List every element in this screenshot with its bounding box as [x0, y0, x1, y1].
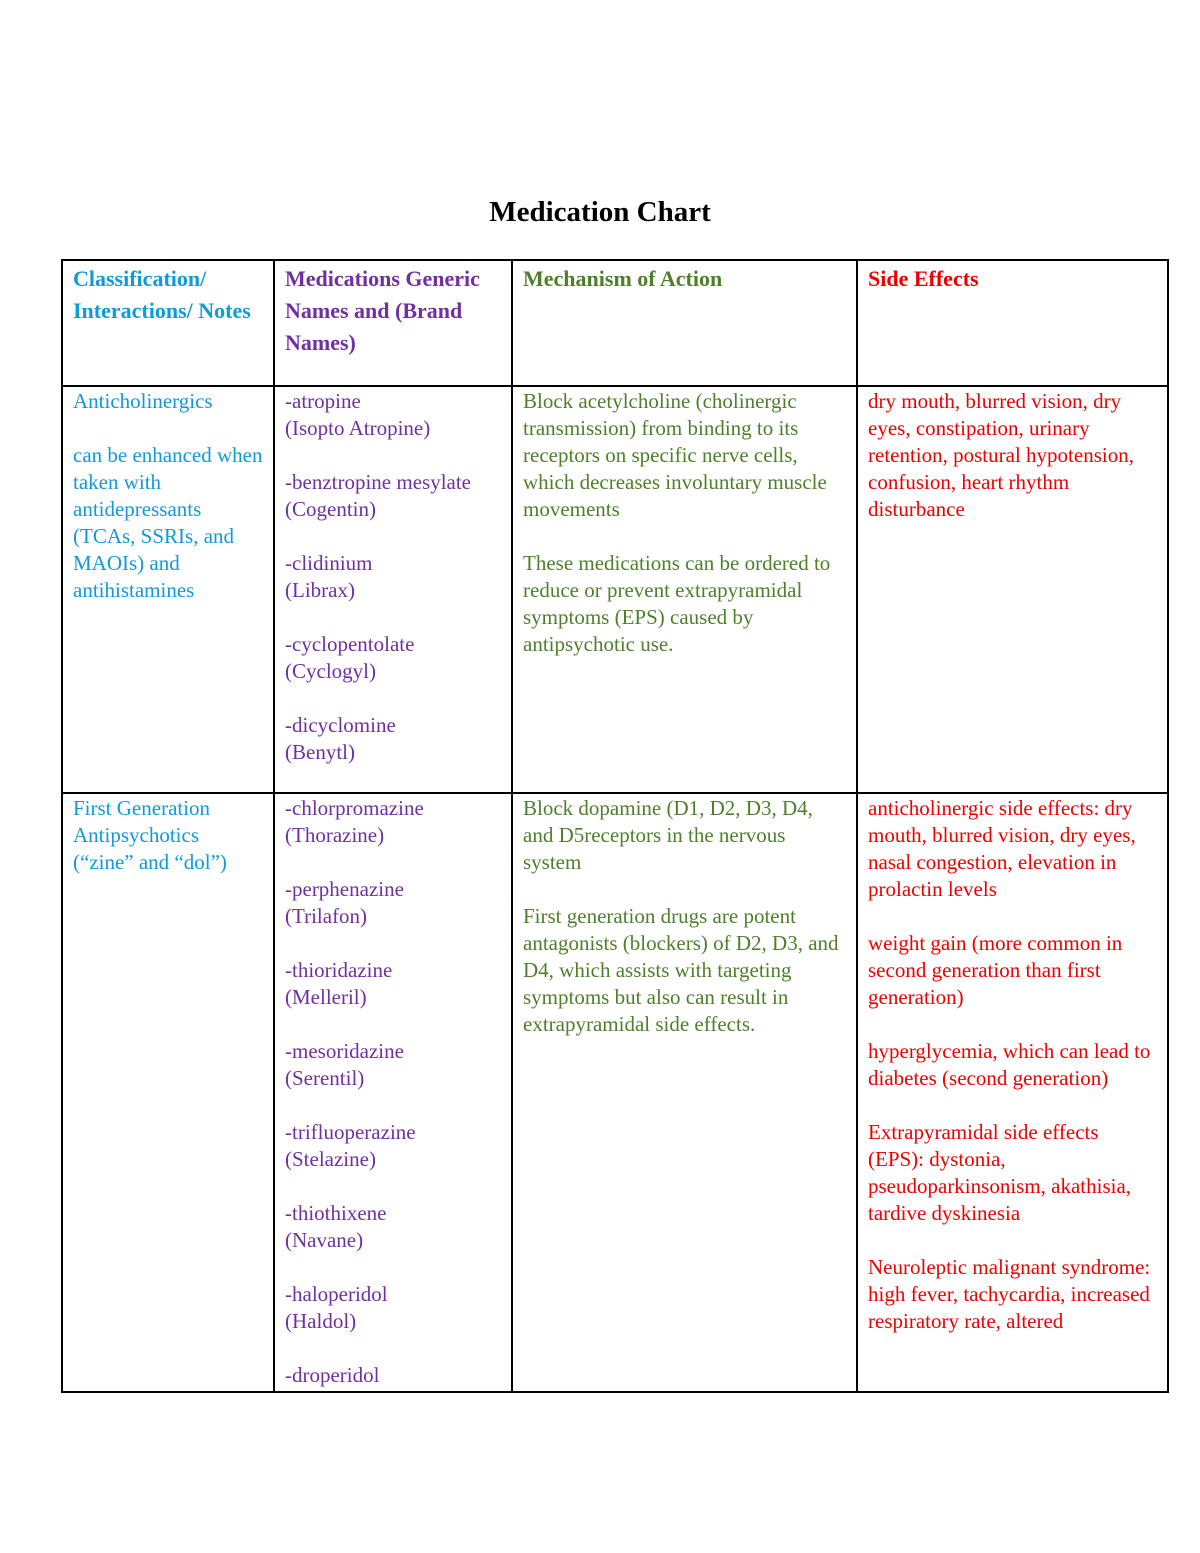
header-medications: Medications Generic Names and (Brand Names)	[274, 260, 512, 386]
medication-table	[61, 259, 1169, 1393]
generic-name: -benztropine mesylate	[285, 470, 472, 494]
mechanism-cell	[512, 386, 857, 793]
medication-item	[285, 1038, 501, 1092]
mechanism-paragraph: First generation drugs are potent antagonists (blockers) of D2, D3, and D4, which assists with targeting symptoms but also can result in extrapyramidal side effects.	[523, 904, 839, 1036]
medication-item	[285, 1200, 501, 1254]
side-effects-paragraph: hyperglycemia, which can lead to diabetes (second generation)	[868, 1039, 1151, 1090]
medication-item	[285, 550, 501, 604]
brand-name: (Haldol)	[285, 1309, 357, 1333]
classification-name: Anticholinergics	[73, 389, 213, 413]
brand-name: (Stelazine)	[285, 1147, 376, 1171]
generic-name: -cyclopentolate	[285, 632, 415, 656]
side-effects-paragraph: dry mouth, blurred vision, dry eyes, constipation, urinary retention, postural hypotension, confusion, heart rhythm disturbance	[868, 389, 1134, 521]
header-side-effects: Side Effects	[857, 260, 1168, 386]
mechanism-cell	[512, 793, 857, 1392]
mechanism-paragraph: Block dopamine (D1, D2, D3, D4, and D5receptors in the nervous system	[523, 796, 813, 874]
medications-cell	[274, 793, 512, 1392]
brand-name: (Isopto Atropine)	[285, 416, 431, 440]
medication-item	[285, 388, 501, 442]
brand-name: (Benytl)	[285, 740, 355, 764]
generic-name: -droperidol	[285, 1363, 380, 1387]
medication-item	[285, 1362, 501, 1389]
generic-name: -dicyclomine	[285, 713, 396, 737]
generic-name: -mesoridazine	[285, 1039, 404, 1063]
header-mechanism: Mechanism of Action	[512, 260, 857, 386]
classification-note: can be enhanced when taken with antidepressants (TCAs, SSRIs, and MAOIs) and antihistamines	[73, 443, 263, 602]
classification-cell	[62, 386, 274, 793]
generic-name: -perphenazine	[285, 877, 404, 901]
mechanism-paragraph: These medications can be ordered to reduce or prevent extrapyramidal symptoms (EPS) caused by antipsychotic use.	[523, 551, 831, 656]
side-effects-paragraph: weight gain (more common in second generation than first generation)	[868, 931, 1123, 1009]
side-effects-paragraph: Neuroleptic malignant syndrome: high fever, tachycardia, increased respiratory rate, altered	[868, 1255, 1151, 1333]
medication-item	[285, 876, 501, 930]
generic-name: -atropine	[285, 389, 361, 413]
side-effects-paragraph: Extrapyramidal side effects (EPS): dystonia, pseudoparkinsonism, akathisia, tardive dyskinesia	[868, 1120, 1132, 1225]
medication-item	[285, 795, 501, 849]
header-row	[62, 260, 1168, 386]
generic-name: -chlorpromazine	[285, 796, 424, 820]
generic-name: -clidinium	[285, 551, 373, 575]
generic-name: -haloperidol	[285, 1282, 388, 1306]
brand-name: (Melleril)	[285, 985, 367, 1009]
brand-name: (Navane)	[285, 1228, 364, 1252]
medication-item	[285, 957, 501, 1011]
brand-name: (Cogentin)	[285, 497, 376, 521]
classification-name: First Generation Antipsychotics (“zine” and “dol”)	[73, 796, 227, 874]
side-effects-cell	[857, 386, 1168, 793]
brand-name: (Cyclogyl)	[285, 659, 376, 683]
medication-item	[285, 1281, 501, 1335]
medications-cell	[274, 386, 512, 793]
medication-item	[285, 631, 501, 685]
brand-name: (Serentil)	[285, 1066, 365, 1090]
generic-name: -trifluoperazine	[285, 1120, 416, 1144]
brand-name: (Thorazine)	[285, 823, 385, 847]
side-effects-cell	[857, 793, 1168, 1392]
medication-item	[285, 469, 501, 523]
generic-name: -thioridazine	[285, 958, 393, 982]
classification-cell	[62, 793, 274, 1392]
table-row	[62, 386, 1168, 793]
medication-item	[285, 1119, 501, 1173]
header-classification: Classification/ Interactions/ Notes	[62, 260, 274, 386]
generic-name: -thiothixene	[285, 1201, 387, 1225]
medication-item	[285, 712, 501, 766]
brand-name: (Trilafon)	[285, 904, 368, 928]
page-title: Medication Chart	[489, 196, 711, 228]
table-row	[62, 793, 1168, 1392]
mechanism-paragraph: Block acetylcholine (cholinergic transmission) from binding to its receptors on specific nerve cells, which decreases involuntary muscle movements	[523, 389, 827, 521]
brand-name: (Librax)	[285, 578, 355, 602]
side-effects-paragraph: anticholinergic side effects: dry mouth, blurred vision, dry eyes, nasal congestion, elevation in prolactin levels	[868, 796, 1136, 901]
